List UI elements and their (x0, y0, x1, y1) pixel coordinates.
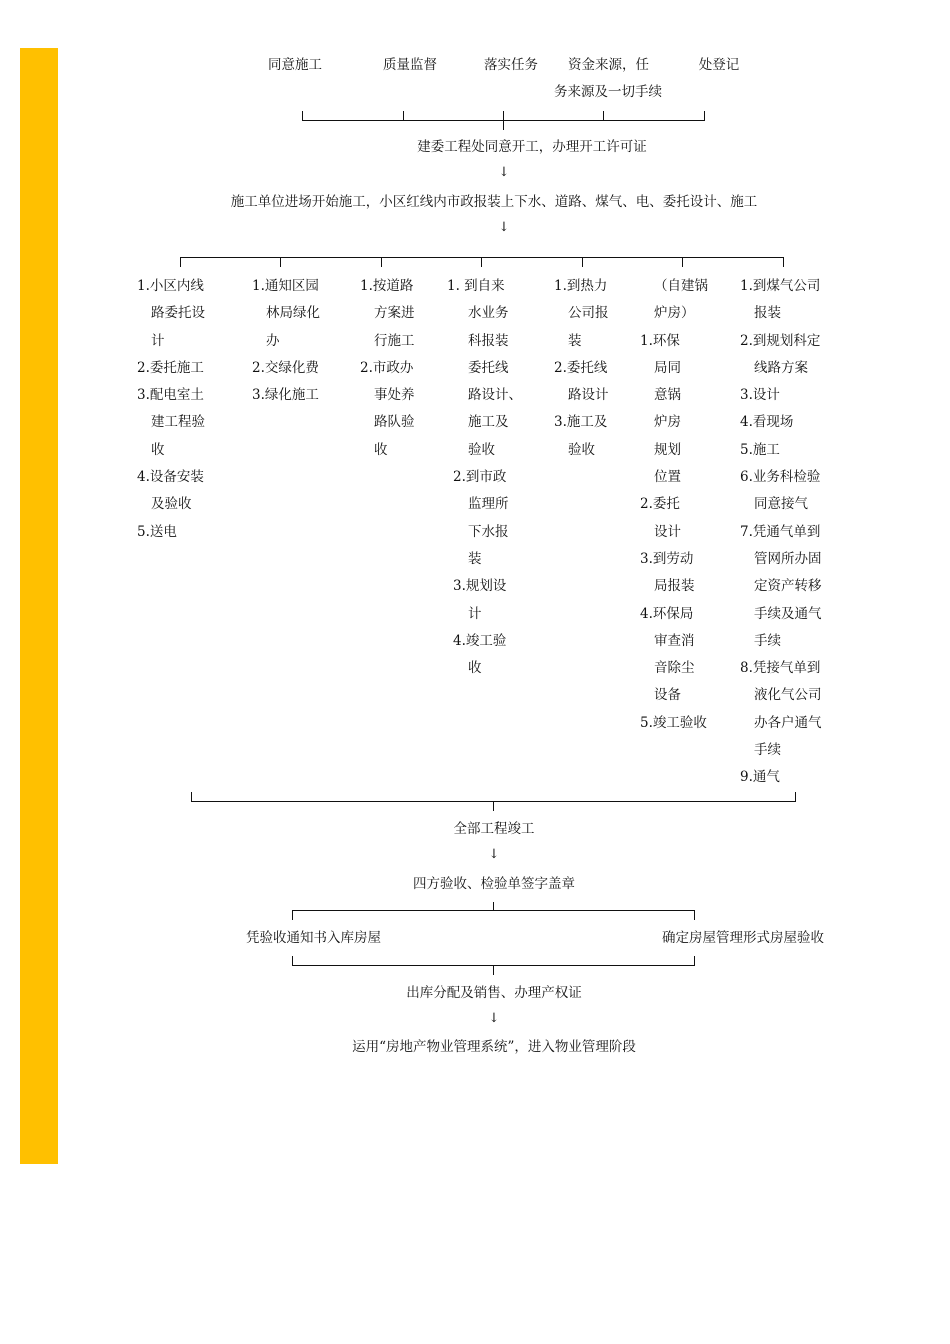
list-item: 手续 (754, 632, 781, 649)
list-item: 1.到煤气公司 (740, 278, 821, 294)
list-item: 9.通气 (740, 769, 780, 786)
list-item: 收 (468, 660, 482, 677)
list-item: 办各户通气 (754, 714, 822, 731)
list-item: 规划 (654, 441, 681, 458)
list-item: 1.到热力 (554, 278, 608, 294)
list-item: 装 (568, 332, 582, 349)
arrow-down-icon: ↓ (498, 220, 510, 235)
list-item: 公司报 (568, 305, 609, 322)
list-item: 路设计 (568, 387, 609, 404)
bracket-top-tick-left (302, 111, 303, 121)
list-item: 行施工 (374, 332, 415, 349)
column-heat (554, 273, 609, 464)
text-quality-supervision: 质量监督 (383, 57, 437, 73)
list-item: 收 (374, 441, 388, 458)
bracket-branch-tick (481, 257, 482, 267)
list-item: 炉房） (654, 305, 695, 322)
list-item: 位置 (654, 469, 681, 486)
column-boiler (640, 273, 708, 737)
list-item: 设备 (654, 687, 681, 704)
list-item: 2.委托 (640, 496, 680, 513)
flow-step-completion: 全部工程竣工 (453, 821, 535, 837)
list-item: 3.到劳动 (640, 550, 694, 567)
list-item: 2.市政办 (360, 359, 414, 376)
bracket-branch-tick (682, 257, 683, 267)
list-item: 验收 (468, 441, 495, 458)
list-item: 3.设计 (740, 387, 780, 404)
list-item: 路委托设 (151, 305, 205, 322)
bracket-join-tick-center (493, 965, 494, 975)
list-item: 5.施工 (740, 441, 780, 458)
bracket-branch-tick (783, 257, 784, 267)
flow-branch-management-form: 确定房屋管理形式房屋验收 (662, 930, 824, 946)
bracket-split-tick-center (493, 902, 494, 911)
arrow-down-icon: ↓ (488, 1011, 500, 1026)
list-item: 2.委托施工 (137, 359, 204, 376)
text-funding-line1: 资金来源，任 (568, 57, 649, 73)
flow-step-acceptance: 四方验收、检验单签字盖章 (413, 876, 575, 892)
list-item: 1.环保 (640, 332, 680, 349)
list-item: 审查消 (654, 632, 695, 649)
list-item: 5.竣工验收 (640, 714, 707, 731)
arrow-down-icon: ↓ (498, 165, 510, 180)
list-item: 装 (468, 550, 482, 567)
flow-step-distribution: 出库分配及销售、办理产权证 (406, 985, 582, 1001)
list-item: 1. 到自来 (447, 278, 505, 294)
list-item: 科报装 (468, 332, 509, 349)
list-item: 报装 (754, 305, 781, 322)
list-item: 方案进 (374, 305, 415, 322)
bracket-split-tick-left (292, 910, 293, 920)
text-assign-tasks: 落实任务 (484, 57, 538, 73)
bracket-branch-tick (381, 257, 382, 267)
list-item: 2.委托线 (554, 359, 608, 376)
list-item: 音除尘 (654, 660, 695, 677)
list-item: 7.凭通气单到 (740, 523, 821, 540)
list-item: 同意接气 (754, 496, 808, 513)
list-item: （自建锅 (654, 278, 708, 294)
list-item: 计 (151, 332, 165, 349)
list-item: 2.到市政 (453, 469, 507, 486)
column-greening (252, 273, 320, 409)
list-item: 1.小区内线 (137, 278, 204, 294)
bracket-branch-tick (582, 257, 583, 267)
bracket-top-tick-center (503, 111, 504, 130)
list-item: 意锅 (654, 387, 681, 404)
list-item: 设计 (654, 523, 681, 540)
list-item: 1.通知区园 (252, 278, 319, 294)
column-gas (740, 273, 822, 792)
list-item: 5.送电 (137, 523, 177, 540)
list-item: 管网所办固 (754, 550, 822, 567)
list-item: 路队验 (374, 414, 415, 431)
list-item: 4.竣工验 (453, 632, 507, 649)
list-item: 计 (468, 605, 482, 622)
list-item: 路设计、 (468, 387, 522, 404)
list-item: 局同 (654, 359, 681, 376)
list-item: 线路方案 (754, 359, 808, 376)
list-item: 定资产转移 (754, 578, 822, 595)
text-registration: 处登记 (698, 57, 740, 73)
bracket-branch-tick (280, 257, 281, 267)
list-item: 监理所 (468, 496, 509, 513)
list-item: 4.设备安装 (137, 469, 204, 486)
list-item: 液化气公司 (754, 687, 822, 704)
bracket-branch-tick (180, 257, 181, 267)
list-item: 3.配电室土 (137, 387, 204, 404)
bracket-merge-tick-center (493, 801, 494, 811)
list-item: 炉房 (654, 414, 681, 431)
list-item: 3.绿化施工 (252, 387, 319, 404)
bracket-top-tick-2 (403, 111, 404, 121)
list-item: 及验收 (151, 496, 192, 513)
list-item: 手续及通气 (754, 605, 822, 622)
list-item: 施工及 (468, 414, 509, 431)
list-item: 委托线 (468, 359, 509, 376)
column-road (360, 273, 415, 464)
flow-branch-warehouse: 凭验收通知书入库房屋 (246, 930, 381, 946)
bracket-top-tick-right (704, 111, 705, 121)
flow-step-permit: 建委工程处同意开工，办理开工许可证 (417, 139, 647, 155)
list-item: 2.交绿化费 (252, 359, 319, 376)
text-funding-line2: 务来源及一切手续 (554, 84, 662, 100)
list-item: 4.看现场 (740, 414, 794, 431)
sidebar-accent-bar (20, 48, 58, 1164)
list-item: 林局绿化 (266, 305, 320, 322)
list-item: 8.凭接气单到 (740, 660, 821, 677)
list-item: 6.业务科检验 (740, 469, 821, 486)
column-water (447, 273, 522, 682)
list-item: 3.规划设 (453, 578, 507, 595)
list-item: 3.施工及 (554, 414, 608, 431)
text-agree-construction: 同意施工 (268, 57, 322, 73)
list-item: 2.到规划科定 (740, 332, 821, 349)
list-item: 事处养 (374, 387, 415, 404)
arrow-down-icon: ↓ (488, 847, 500, 862)
list-item: 验收 (568, 441, 595, 458)
list-item: 1.按道路 (360, 278, 414, 294)
flow-step-start-construction: 施工单位进场开始施工，小区红线内市政报装上下水、道路、煤气、电、委托设计、施工 (230, 194, 758, 210)
flow-step-property-management: 运用“房地产物业管理系统”，进入物业管理阶段 (352, 1039, 636, 1055)
bracket-split-tick-right (694, 910, 695, 920)
list-item: 建工程验 (151, 414, 205, 431)
bracket-top-tick-4 (603, 111, 604, 121)
list-item: 手续 (754, 742, 781, 759)
list-item: 水业务 (468, 305, 509, 322)
list-item: 4.环保局 (640, 605, 694, 622)
column-electric (137, 273, 205, 546)
list-item: 下水报 (468, 523, 509, 540)
list-item: 收 (151, 441, 165, 458)
list-item: 局报装 (654, 578, 695, 595)
list-item: 办 (266, 332, 280, 349)
